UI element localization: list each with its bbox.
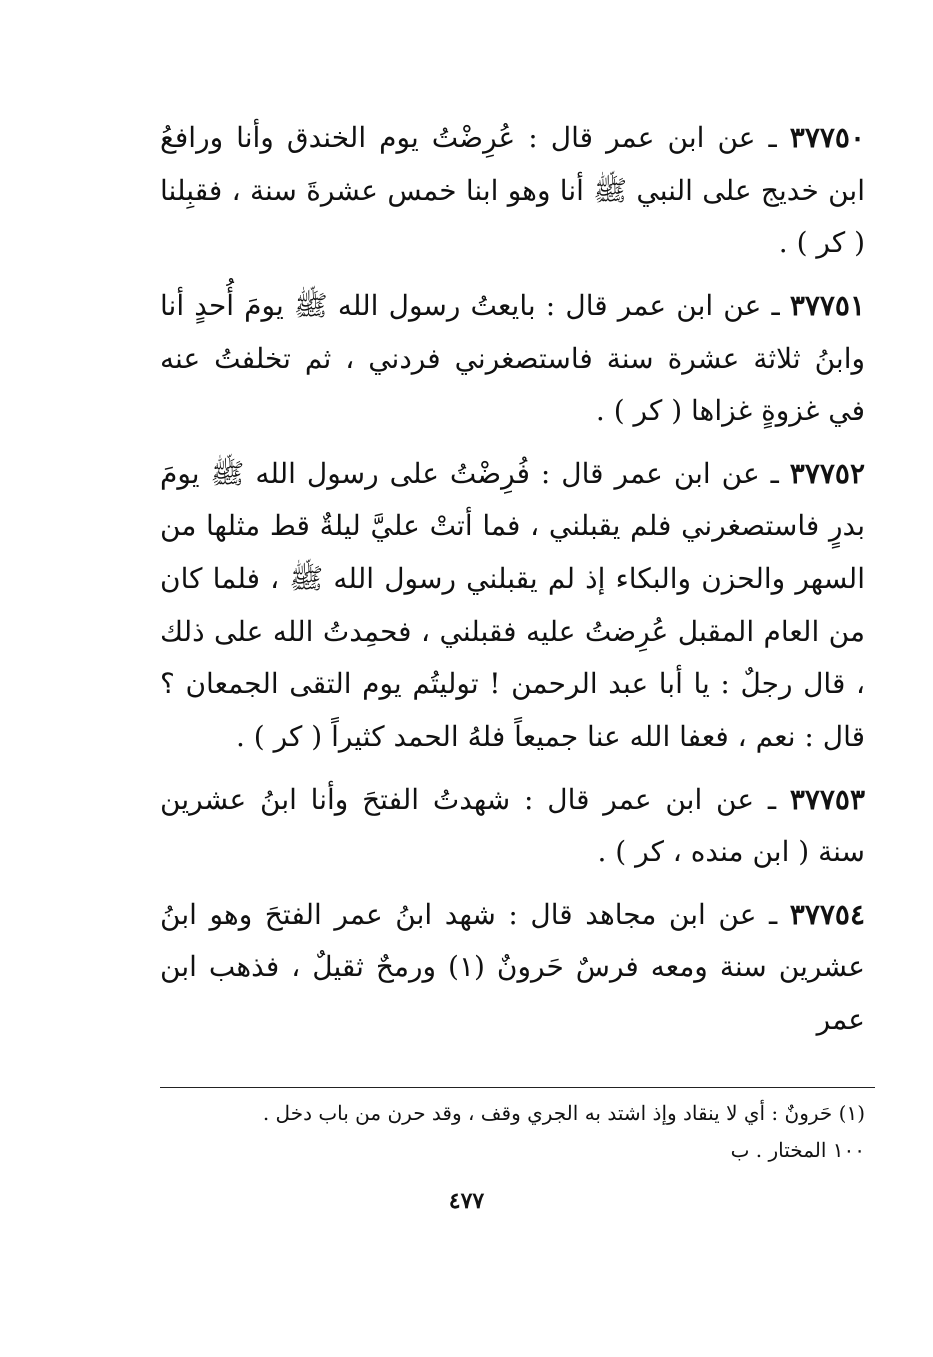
footnotes (160, 1095, 865, 1169)
hadith-number: ٣٧٧٥٤ (789, 897, 865, 931)
footnote-1: (١) حَرونٌ : أي لا ينقاد وإذ اشتد به الجري وقف ، وقد حرن من باب دخل . (262, 1101, 865, 1125)
hadith-number: ٣٧٧٥٢ (789, 456, 865, 490)
main-text (160, 112, 865, 1057)
hadith-text: ـ عن ابن عمر قال : عُرِضْتُ يوم الخندق وأنا ورافعُ ابن خديج على النبي ﷺ أنا وهو ابنا خمس عشرةَ سنة ، فقبِلنا ( كر ) . (160, 121, 865, 260)
hadith-37750 (160, 112, 865, 270)
hadith-37754 (160, 889, 865, 1047)
hadith-number: ٣٧٧٥٣ (789, 782, 866, 816)
footnote-signature: ١٠٠ المختار . ب (730, 1138, 865, 1162)
hadith-text: ـ عن ابن مجاهد قال : شهد ابنُ عمر الفتحَ وهو ابنُ عشرين سنة ومعه فرسٌ حَرونٌ (١) ورمحٌ ثقيلٌ ، فذهب ابن عمر (160, 897, 866, 1036)
hadith-number: ٣٧٧٥١ (789, 288, 866, 322)
hadith-text: ـ عن ابن عمر قال : شهدتُ الفتحَ وأنا ابنُ عشرين سنة ( ابن منده ، كر ) . (160, 782, 865, 869)
hadith-text: ـ عن ابن عمر قال : بايعتُ رسول الله ﷺ يومَ أُحدٍ أنا وابنُ ثلاثة عشرة سنة فاستصغرني فردني ، ثم تخلفتُ عنه في غزوةٍ غزاها ( كر ) . (160, 288, 865, 428)
hadith-text: ـ عن ابن عمر قال : فُرِضْتُ على رسول الله ﷺ يومَ بدرٍ فاستصغرني فلم يقبلني ، فما أتتْ عليَّ ليلةٌ قط مثلها من السهر والحزن والبكاء إذ لم يقبلني رسول الله ﷺ ، فلما كان من العام المقبل عُرِضتُ عليه فقبلني ، فحمِدتُ الله على ذلك ، قال رجلٌ : يا أبا عبد الرحمن ! توليتُم يوم التقى الجمعان ؟ قال : نعم ، فعفا الله عنا جميعاً فلهُ الحمد كثيراً ( كر ) . (160, 456, 865, 753)
hadith-37752 (160, 448, 865, 764)
footnote-divider (160, 1087, 875, 1088)
hadith-number: ٣٧٧٥٠ (789, 121, 865, 154)
hadith-37753 (160, 774, 865, 879)
hadith-37751 (160, 280, 865, 438)
page-number: ٤٧٧ (448, 1188, 485, 1214)
